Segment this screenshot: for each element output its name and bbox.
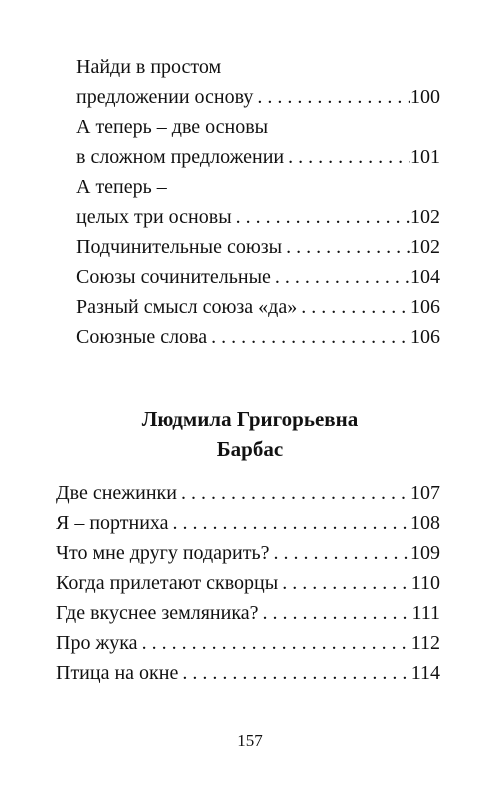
toc-entry-line xyxy=(76,292,440,322)
toc-page-number: 109 xyxy=(410,542,440,564)
dot-leader xyxy=(259,598,412,628)
toc-page-number: 102 xyxy=(410,236,440,258)
toc-page-number: 104 xyxy=(410,266,440,288)
toc-entry-title: Когда прилетают скворцы xyxy=(56,572,279,594)
toc-entry-line xyxy=(76,262,440,292)
toc-page-number: 102 xyxy=(410,206,440,228)
dot-leader xyxy=(297,292,410,322)
toc-page-number: 100 xyxy=(410,86,440,108)
toc-entry-title: Я – портниха xyxy=(56,512,169,534)
author-surname-line: Барбас xyxy=(216,437,284,461)
toc-entry xyxy=(76,112,440,172)
dot-leader xyxy=(177,478,410,508)
toc-entry-title: Союзные слова xyxy=(76,326,208,348)
dot-leader xyxy=(278,568,411,598)
dot-leader xyxy=(138,628,411,658)
dot-leader xyxy=(271,262,410,292)
toc-entry xyxy=(56,628,440,658)
toc-entry-line xyxy=(56,628,440,658)
toc-entry xyxy=(56,478,440,508)
toc-entry-title: Разный смысл союза «да» xyxy=(76,296,298,318)
toc-page-number: 110 xyxy=(410,572,440,594)
toc-entry-line xyxy=(76,82,440,112)
toc-entry-line xyxy=(76,232,440,262)
toc-page-number: 106 xyxy=(410,296,440,318)
toc-entry xyxy=(76,172,440,232)
toc-entry-line xyxy=(76,172,440,202)
toc-entry-line xyxy=(76,322,440,352)
toc-page-number: 107 xyxy=(410,482,440,504)
toc-entry-title: целых три основы xyxy=(76,206,232,228)
toc-entry-title: предложении основу xyxy=(76,86,254,108)
toc-entry-line xyxy=(76,52,440,82)
toc-entry-line xyxy=(56,568,440,598)
toc-page-number: 106 xyxy=(410,326,440,348)
toc-entry xyxy=(76,322,440,352)
toc-entry-title: А теперь – две основы xyxy=(76,116,269,138)
toc-entry-line xyxy=(56,598,440,628)
dot-leader xyxy=(169,508,410,538)
toc-entry-title: Про жука xyxy=(56,632,138,654)
toc-entry-line xyxy=(76,202,440,232)
toc-entry-title: в сложном предложении xyxy=(76,146,285,168)
toc-entry-line xyxy=(76,142,440,172)
dot-leader xyxy=(178,658,410,688)
toc-entry xyxy=(76,232,440,262)
page-number: 157 xyxy=(237,731,263,750)
toc-entry-title: А теперь – xyxy=(76,176,167,198)
author-heading xyxy=(0,404,500,464)
toc-entry xyxy=(76,262,440,292)
author-name-line: Людмила Григорьевна xyxy=(141,407,359,431)
toc-entry-title: Две снежинки xyxy=(56,482,177,504)
toc-entry-title: Подчинительные союзы xyxy=(76,236,283,258)
toc-entry-title: Где вкуснее земляника? xyxy=(56,602,259,624)
toc-entry-title: Союзы сочинительные xyxy=(76,266,271,288)
toc-entry-line xyxy=(76,112,440,142)
dot-leader xyxy=(284,142,410,172)
toc-page-number: 114 xyxy=(410,662,440,684)
toc-entry-title: Птица на окне xyxy=(56,662,179,684)
dot-leader xyxy=(232,202,410,232)
toc-entry xyxy=(56,658,440,688)
dot-leader xyxy=(207,322,410,352)
toc-entry xyxy=(56,598,440,628)
toc-entry xyxy=(56,568,440,598)
toc-entry xyxy=(76,292,440,322)
dot-leader xyxy=(253,82,410,112)
toc-page-number: 108 xyxy=(410,512,440,534)
toc-entry-line xyxy=(56,658,440,688)
toc-entry-title: Что мне другу подарить? xyxy=(56,542,270,564)
toc-entry-line xyxy=(56,538,440,568)
toc-entry xyxy=(56,538,440,568)
toc-entry xyxy=(56,508,440,538)
toc-entry-title: Найди в простом xyxy=(76,56,222,78)
toc-page-number: 111 xyxy=(411,602,440,624)
toc-section-poems xyxy=(56,478,440,688)
dot-leader xyxy=(282,232,410,262)
toc-page-number: 112 xyxy=(410,632,440,654)
toc-page-number: 101 xyxy=(410,146,440,168)
toc-entry-line xyxy=(56,508,440,538)
dot-leader xyxy=(269,538,410,568)
toc-entry xyxy=(76,52,440,112)
toc-entry-line xyxy=(56,478,440,508)
toc-section-grammar xyxy=(76,52,440,352)
